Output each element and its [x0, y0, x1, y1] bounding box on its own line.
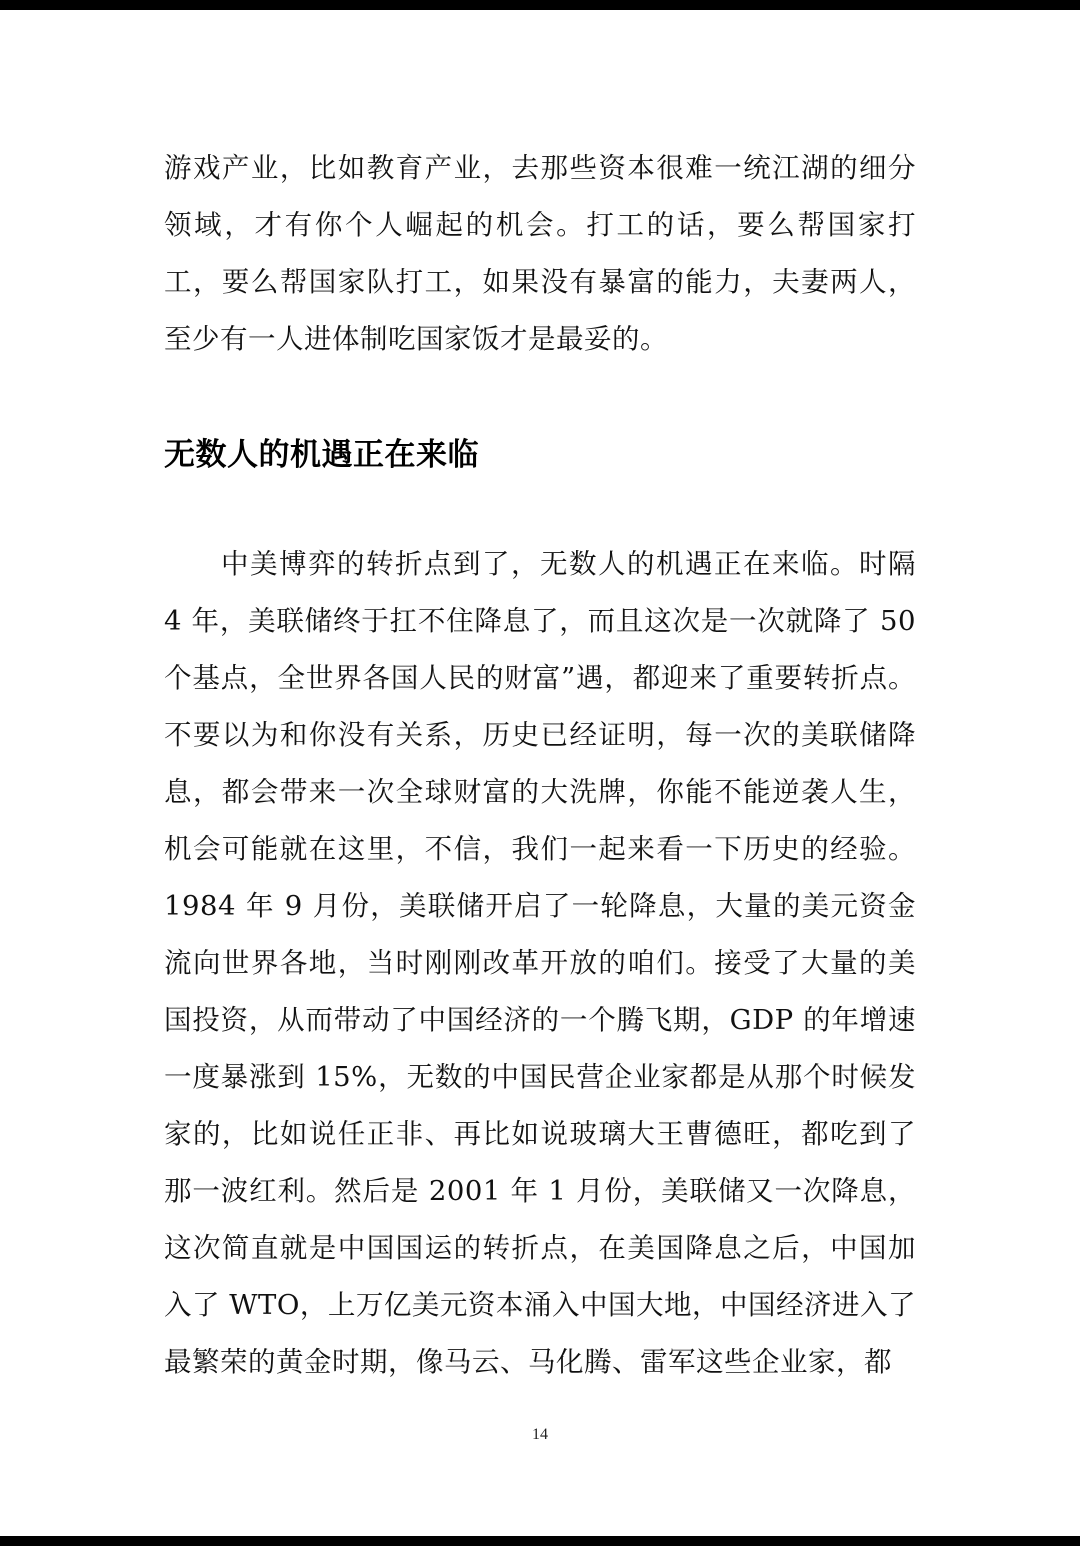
paragraph-1: 游戏产业，比如教育产业，去那些资本很难一统江湖的细分领域，才有你个人崛起的机会。打工的话，要么帮国家打工，要么帮国家队打工，如果没有暴富的能力，夫妻两人，至少有一人进体制吃国家饭才是最妥的。 — [164, 152, 916, 355]
page-number: 14 — [532, 1426, 548, 1443]
top-border-bar — [0, 0, 1080, 10]
bottom-border-bar — [0, 1536, 1080, 1546]
page-content — [164, 140, 916, 1378]
paragraph-2: 中美博弈的转折点到了，无数人的机遇正在来临。时隔 4 年，美联储终于扛不住降息了，而且这次是一次就降了 50 个基点，全世界各国人民的财富”遇，都迎来了重要转折点。不要以为和你没有关系，历史已经证明，每一次的美联储降息，都会带来一次全球财富的大洗牌，你能不能逆袭人生，机会可能就在这里，不信，我们一起来看一下历史的经验。1984 年 9 月份，美联储开启了一轮降息，大量的美元资金流向世界各地，当时刚刚改革开放的咱们。接受了大量的美国投资，从而带动了中国经济的一个腾飞期，GDP 的年增速一度暴涨到 15%，无数的中国民营企业家都是从那个时候发家的，比如说任正非、再比如说玻璃大王曹德旺，都吃到了那一波红利。然后是 2001 年 1 月份，美联储又一次降息，这次简直就是中国国运的转折点，在美国降息之后，中国加入了 WTO，上万亿美元资本涌入中国大地，中国经济进入了最繁荣的黄金时期，像马云、马化腾、雷军这些企业家，都 — [164, 548, 916, 1378]
section-heading: 无数人的机遇正在来临 — [164, 437, 479, 473]
